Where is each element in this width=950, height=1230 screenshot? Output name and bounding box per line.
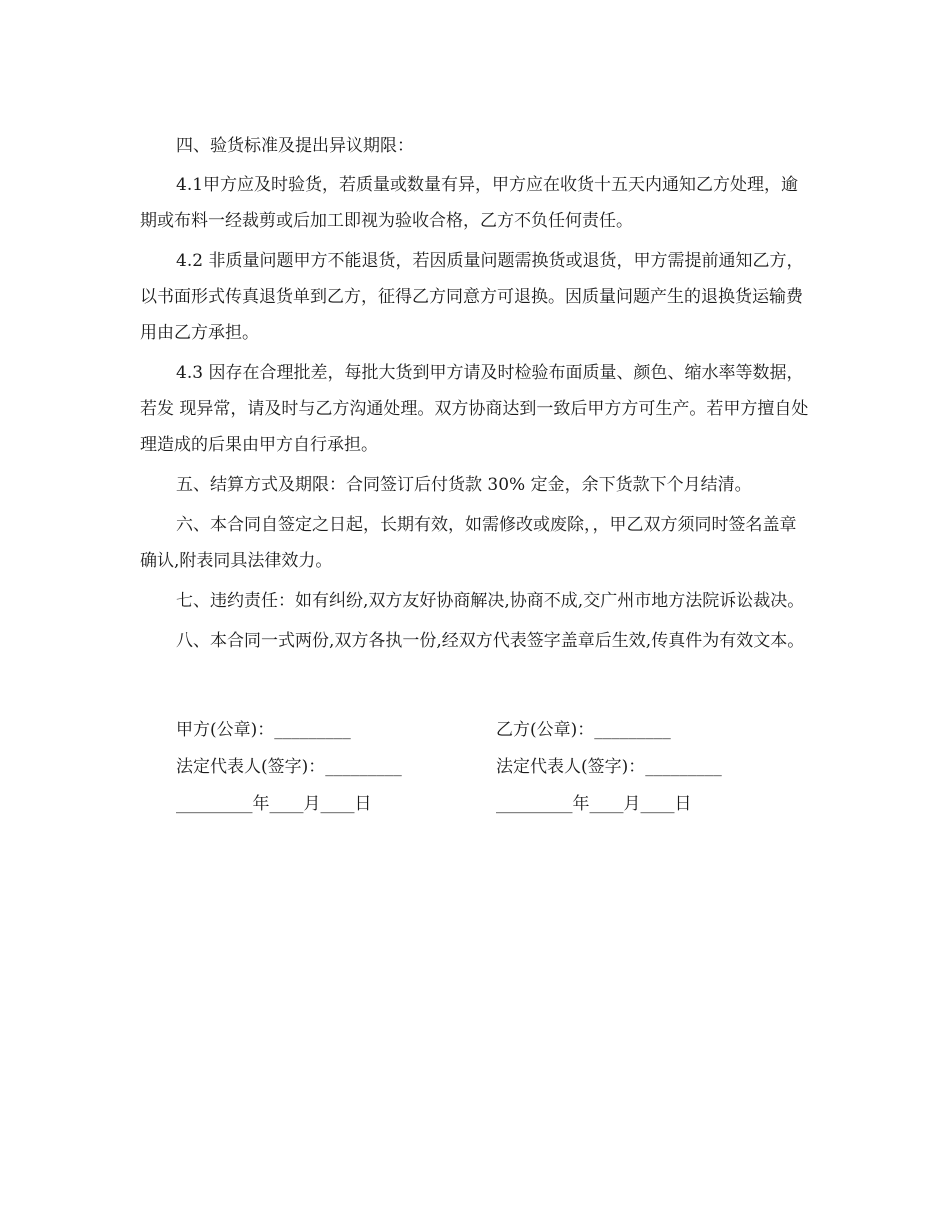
clause-7: 七、违约责任：如有纠纷,双方友好协商解决,协商不成,交广州市地方法院诉讼裁决。 (176, 591, 805, 611)
clause-4-heading: 四、验货标准及提出异议期限： (176, 136, 414, 156)
signature-block (176, 712, 816, 823)
party-b-seal: 乙方(公章)：_________ (496, 720, 671, 740)
clause-4-3: 4.3 因存在合理批差，每批大货到甲方请及时检验布面质量、颜色、缩水率等数据，若发 现异常，请及时与乙方沟通处理。双方协商达到一致后甲方方可生产。若甲方擅自处理造成的后果由甲方自行承担。 (140, 363, 809, 455)
clause-4-1: 4.1甲方应及时验货，若质量或数量有异，甲方应在收货十五天内通知乙方处理，逾期或布料一经裁剪或后加工即视为验收合格，乙方不负任何责任。 (140, 175, 799, 231)
contract-body (140, 128, 812, 663)
clause-6: 六、本合同自签定之日起，长期有效，如需修改或废除，，甲乙双方须同时签名盖章确认,附表同具法律效力。 (140, 515, 797, 571)
seal-row (176, 712, 816, 748)
clause-8: 八、本合同一式两份,双方各执一份,经双方代表签字盖章后生效,传真件为有效文本。 (176, 631, 805, 651)
party-a-date: _________年____月____日 (176, 794, 372, 814)
party-a-seal: 甲方(公章)：_________ (176, 720, 351, 740)
clause-5: 五、结算方式及期限：合同签订后付货款 30% 定金，余下货款下个月结清。 (176, 475, 752, 495)
representative-row (176, 749, 816, 785)
party-b-date: _________年____月____日 (496, 794, 692, 814)
date-row (176, 786, 816, 822)
clause-4-2: 4.2 非质量问题甲方不能退货，若因质量问题需换货或退货，甲方需提前通知乙方，以书面形式传真退货单到乙方，征得乙方同意方可退换。因质量问题产生的退换货运输费用由乙方承担。 (140, 251, 804, 343)
party-a-representative: 法定代表人(签字)：_________ (176, 757, 402, 777)
party-b-representative: 法定代表人(签字)：_________ (496, 757, 722, 777)
